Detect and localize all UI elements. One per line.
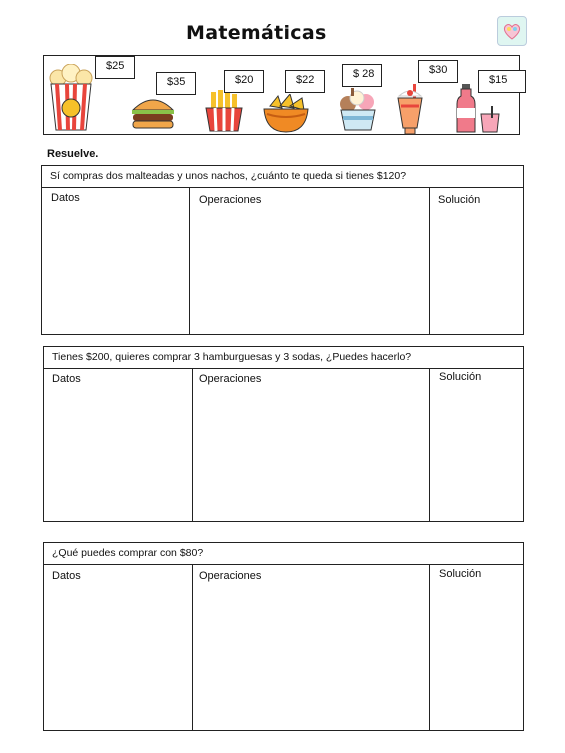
- icecream-icon: [338, 88, 378, 132]
- datos-label: Datos: [52, 373, 81, 385]
- price-tag-fries: $20: [224, 70, 264, 93]
- price-tag-nachos: $22: [285, 70, 325, 93]
- problem-3: [43, 542, 524, 731]
- solucion-label: Solución: [438, 194, 481, 206]
- problem-question: Tienes $200, quieres comprar 3 hamburguesas y 3 sodas, ¿Puedes hacerlo?: [44, 347, 523, 369]
- price-tag-soda: $15: [478, 70, 526, 93]
- nachos-icon: [262, 94, 310, 134]
- price-tag-burger: $35: [156, 72, 196, 95]
- datos-label: Datos: [52, 570, 81, 582]
- problem-question: ¿Qué puedes comprar con $80?: [44, 543, 523, 565]
- fries-icon: [203, 90, 245, 132]
- heart-logo-icon: [497, 16, 527, 46]
- operaciones-label: Operaciones: [199, 373, 262, 385]
- problem-2: [43, 346, 524, 522]
- price-tag-popcorn: $25: [95, 56, 135, 79]
- burger-icon: [130, 96, 176, 130]
- datos-label: Datos: [51, 192, 80, 204]
- solucion-label: Solución: [439, 371, 482, 383]
- page-title: Matemáticas: [186, 22, 327, 44]
- operaciones-label: Operaciones: [199, 194, 262, 206]
- solucion-label: Solución: [439, 568, 482, 580]
- problem-question: Sí compras dos malteadas y unos nachos, ¿cuánto te queda si tienes $120?: [42, 166, 523, 188]
- price-tag-icecream: $ 28: [342, 64, 382, 87]
- operaciones-label: Operaciones: [199, 570, 262, 582]
- milkshake-icon: [395, 84, 425, 136]
- instructions: Resuelve.: [47, 148, 99, 160]
- popcorn-icon: [48, 64, 94, 132]
- problem-1: [41, 165, 524, 335]
- price-tag-milkshake: $30: [418, 60, 458, 83]
